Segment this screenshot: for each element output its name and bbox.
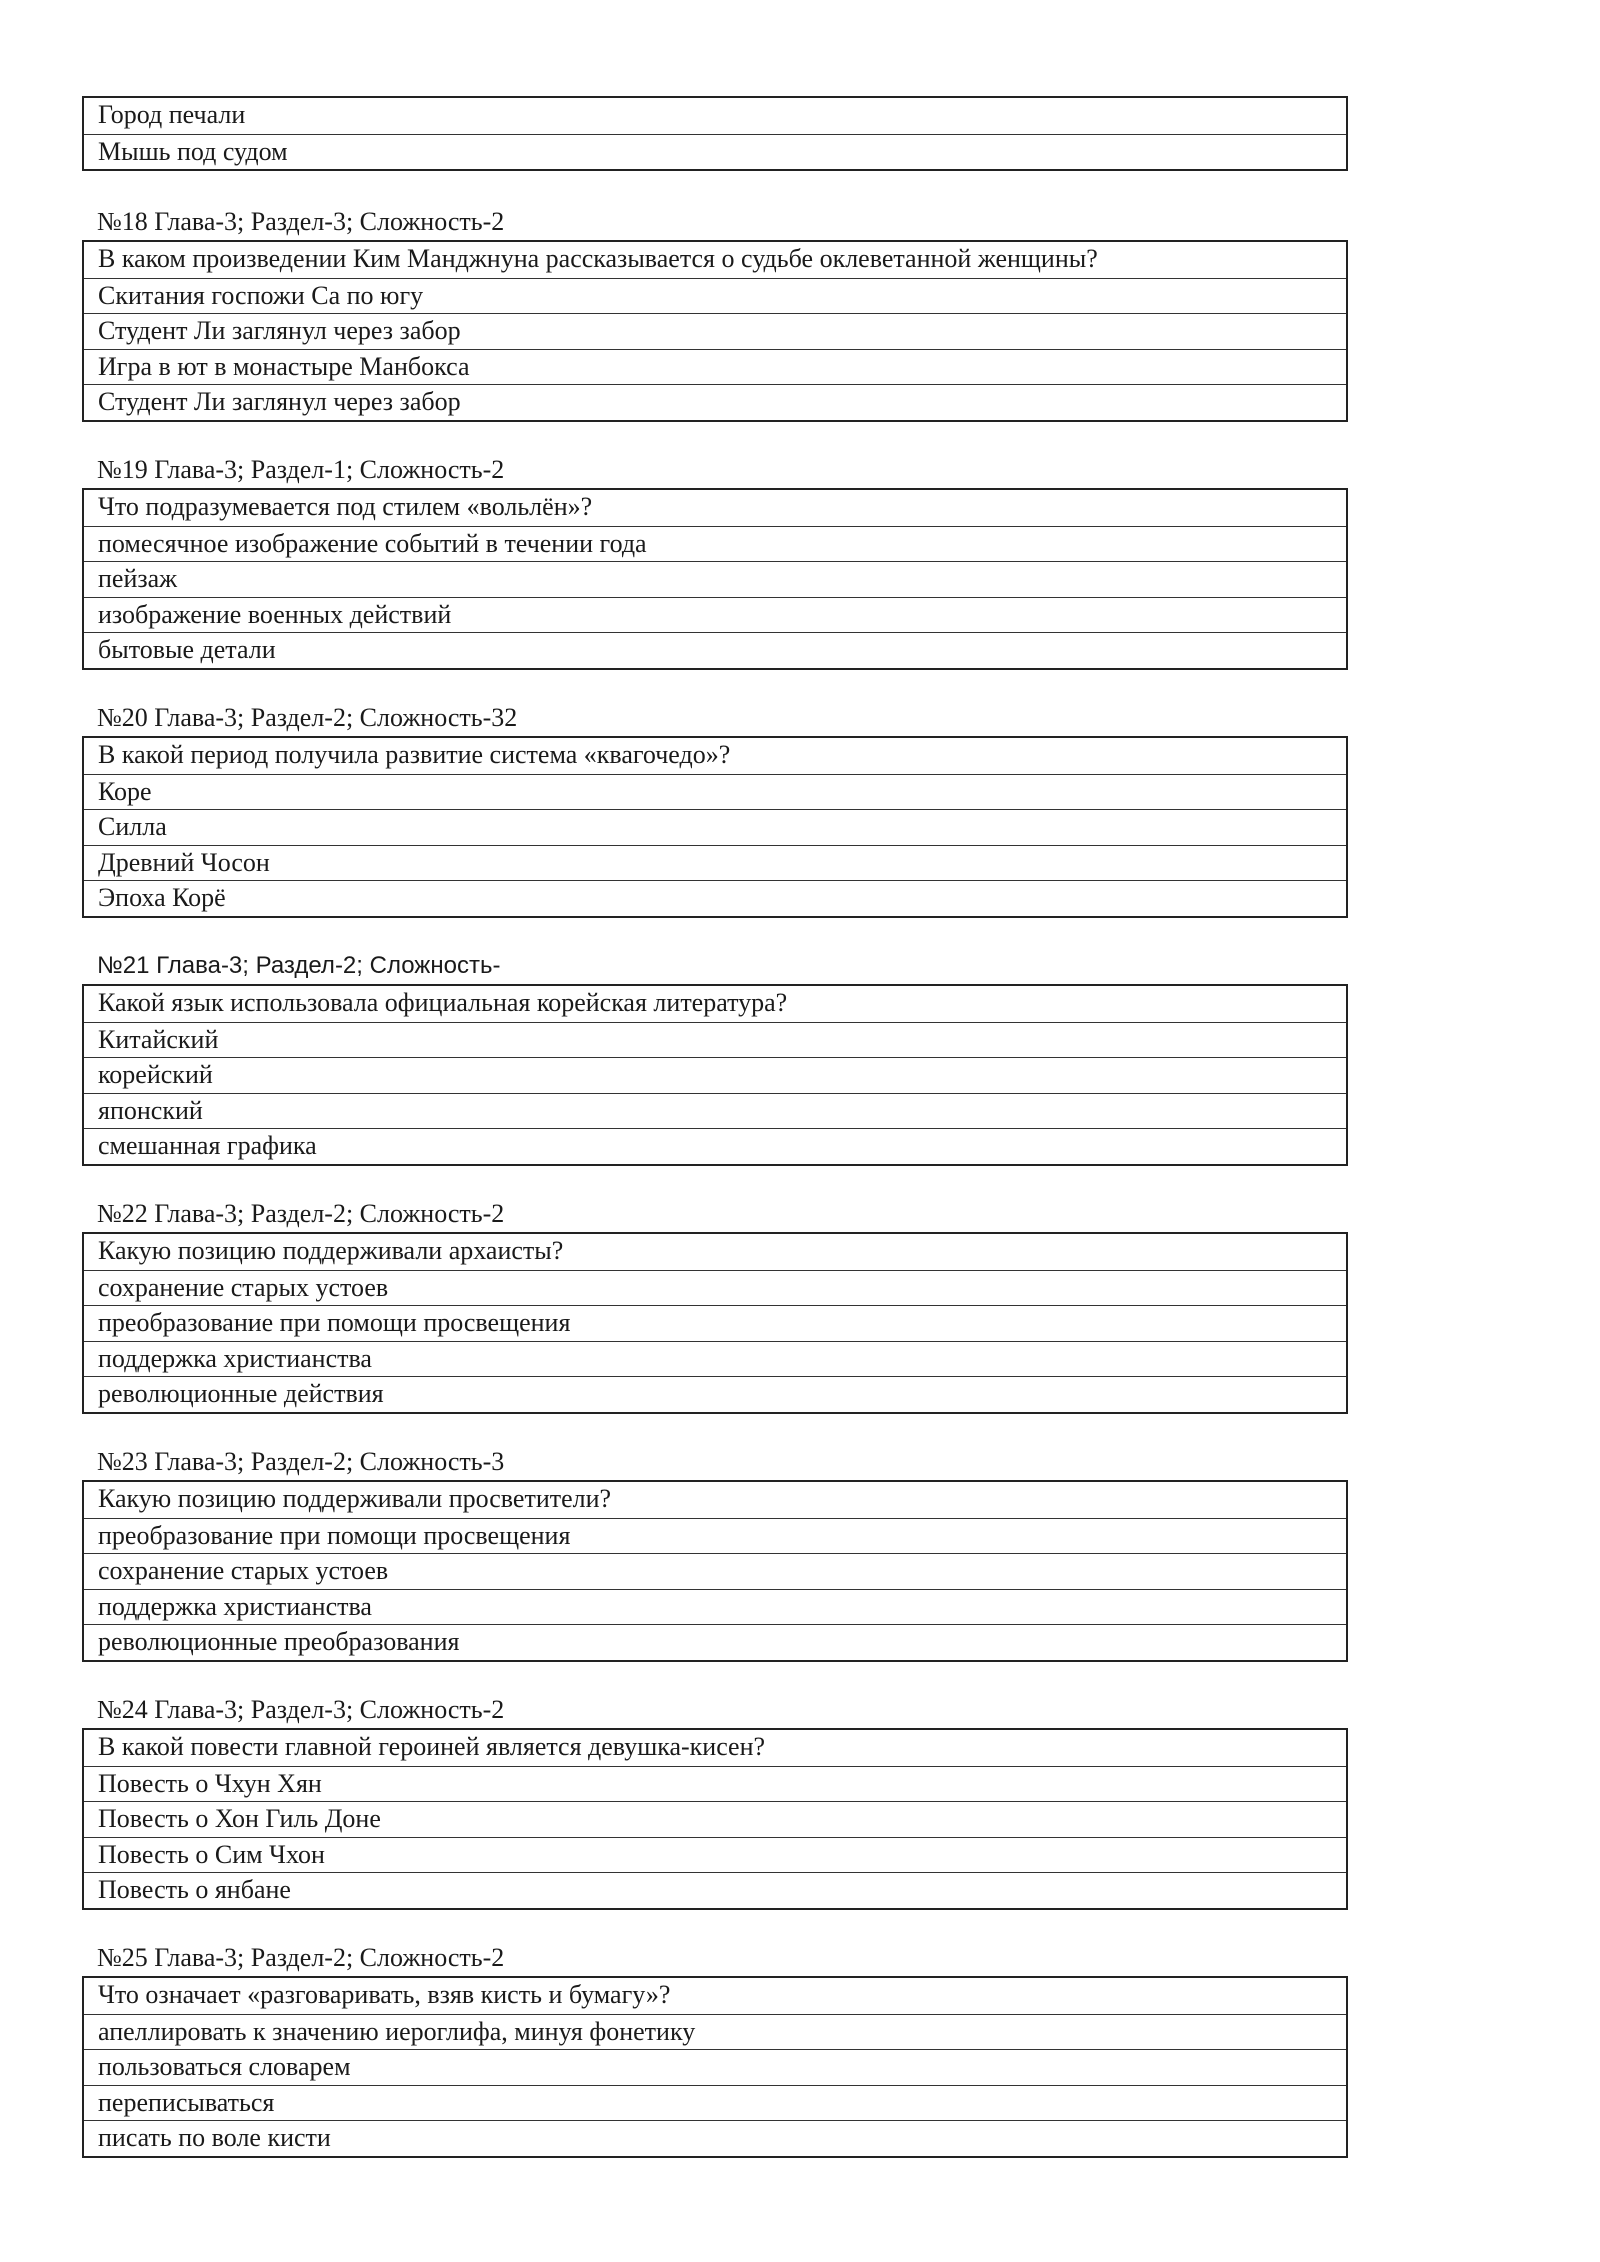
question-text: Какую позицию поддерживали архаисты? <box>98 1236 564 1265</box>
answer-option: помесячное изображение событий в течении года <box>84 526 1346 562</box>
question-text: Что означает «разговаривать, взяв кисть и бумагу»? <box>98 1980 671 2009</box>
answer-option: Повесть о Сим Чхон <box>84 1837 1346 1873</box>
answer-option: сохранение старых устоев <box>84 1553 1346 1589</box>
question-block-20 <box>82 700 1348 918</box>
question-heading: №19 Глава-3; Раздел-1; Сложность-2 <box>97 455 505 484</box>
question-heading: №24 Глава-3; Раздел-3; Сложность-2 <box>97 1695 505 1724</box>
question-block-22 <box>82 1196 1348 1414</box>
question-text: В какой период получила развитие система «квагочедо»? <box>98 740 731 769</box>
answer-table <box>82 240 1348 422</box>
answer-option: писать по воле кисти <box>84 2120 1346 2156</box>
answer-option: революционные действия <box>84 1376 1346 1412</box>
answer-option: Скитания госпожи Са по югу <box>84 278 1346 314</box>
question-heading: №22 Глава-3; Раздел-2; Сложность-2 <box>97 1199 505 1228</box>
answer-option: Коре <box>84 774 1346 810</box>
answer-option: Китайский <box>84 1022 1346 1058</box>
question-block-17-fragment <box>82 96 1348 171</box>
answer-option: Город печали <box>98 100 246 129</box>
question-text: В каком произведении Ким Манджнуна рассказывается о судьбе оклеветанной женщины? <box>98 244 1098 273</box>
answer-option: Повесть о Хон Гиль Доне <box>84 1801 1346 1837</box>
question-heading: №20 Глава-3; Раздел-2; Сложность-32 <box>97 703 518 732</box>
answer-option: Древний Чосон <box>84 845 1346 881</box>
answer-table <box>82 984 1348 1166</box>
question-block-24 <box>82 1692 1348 1910</box>
answer-option: поддержка христианства <box>84 1341 1346 1377</box>
question-text: Какую позицию поддерживали просветители? <box>98 1484 612 1513</box>
answer-option: Студент Ли заглянул через забор <box>84 313 1346 349</box>
answer-option: корейский <box>84 1057 1346 1093</box>
answer-option: Силла <box>84 809 1346 845</box>
question-block-21 <box>82 948 1348 1166</box>
answer-option: пейзаж <box>84 561 1346 597</box>
question-text: Что подразумевается под стилем «вольлён»? <box>98 492 593 521</box>
answer-table <box>82 96 1348 171</box>
answer-option: смешанная графика <box>84 1128 1346 1164</box>
question-text: Какой язык использовала официальная корейская литература? <box>98 988 788 1017</box>
answer-option: переписываться <box>84 2085 1346 2121</box>
question-heading: №25 Глава-3; Раздел-2; Сложность-2 <box>97 1943 505 1972</box>
question-heading: №23 Глава-3; Раздел-2; Сложность-3 <box>97 1447 505 1476</box>
answer-option: апеллировать к значению иероглифа, минуя фонетику <box>84 2014 1346 2050</box>
question-heading: №21 Глава-3; Раздел-2; Сложность- <box>97 952 501 979</box>
question-text: В какой повести главной героиней является девушка-кисен? <box>98 1732 766 1761</box>
question-heading: №18 Глава-3; Раздел-3; Сложность-2 <box>97 207 505 236</box>
answer-option: пользоваться словарем <box>84 2049 1346 2085</box>
answer-table <box>82 1728 1348 1910</box>
answer-option: Повесть о янбане <box>84 1872 1346 1908</box>
answer-option: Студент Ли заглянул через забор <box>84 384 1346 420</box>
answer-option: Эпоха Корё <box>84 880 1346 916</box>
answer-table <box>82 1976 1348 2158</box>
answer-option: Мышь под судом <box>84 134 1346 170</box>
question-block-19 <box>82 452 1348 670</box>
question-block-23 <box>82 1444 1348 1662</box>
answer-table <box>82 488 1348 670</box>
question-block-25 <box>82 1940 1348 2158</box>
answer-table <box>82 1232 1348 1414</box>
answer-option: Игра в ют в монастыре Манбокса <box>84 349 1346 385</box>
answer-option: сохранение старых устоев <box>84 1270 1346 1306</box>
answer-option: революционные преобразования <box>84 1624 1346 1660</box>
answer-option: преобразование при помощи просвещения <box>84 1518 1346 1554</box>
answer-option: Повесть о Чхун Хян <box>84 1766 1346 1802</box>
answer-option: бытовые детали <box>84 632 1346 668</box>
answer-option: изображение военных действий <box>84 597 1346 633</box>
answer-table <box>82 736 1348 918</box>
answer-table <box>82 1480 1348 1662</box>
question-block-18 <box>82 204 1348 422</box>
answer-option: японский <box>84 1093 1346 1129</box>
answer-option: поддержка христианства <box>84 1589 1346 1625</box>
answer-option: преобразование при помощи просвещения <box>84 1305 1346 1341</box>
